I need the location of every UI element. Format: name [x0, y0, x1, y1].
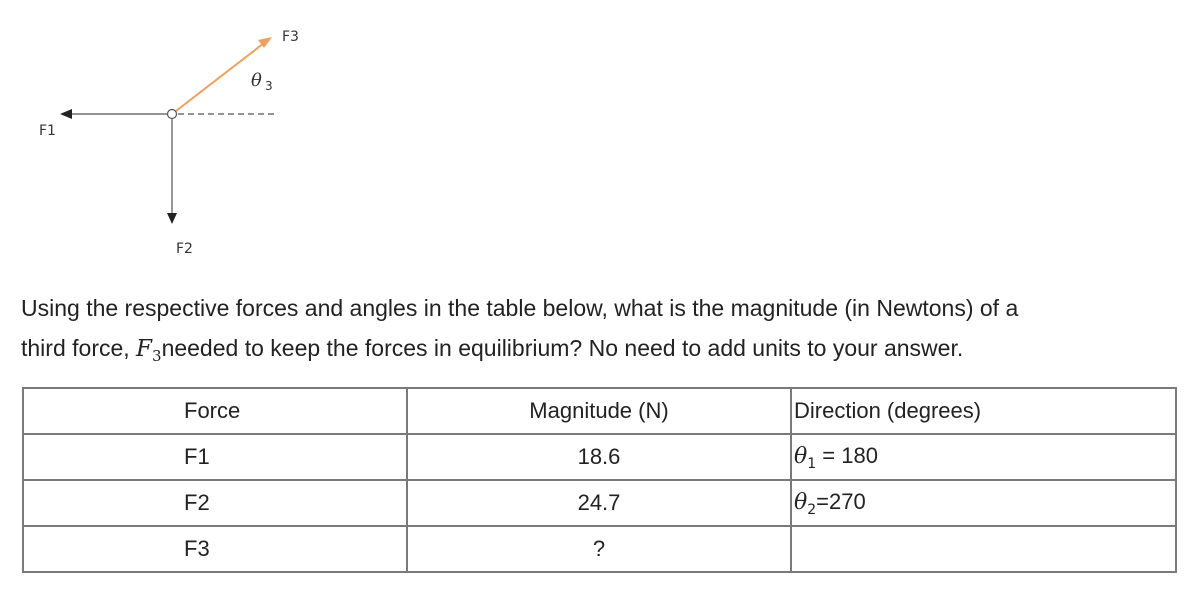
f3-variable-sub: 3	[152, 347, 162, 365]
header-magnitude: Magnitude (N)	[407, 388, 791, 434]
forces-table	[22, 387, 1177, 573]
cell-magnitude: 24.7	[407, 480, 791, 526]
theta-symbol: θ	[794, 489, 808, 515]
cell-direction	[791, 526, 1176, 572]
label-f1: F1	[39, 123, 56, 139]
theta-sub: 1	[807, 455, 817, 472]
header-force: Force	[23, 388, 407, 434]
table-header-row	[23, 388, 1176, 434]
cell-force: F3	[23, 526, 407, 572]
direction-value: =270	[816, 488, 866, 514]
f2-arrowhead	[167, 213, 177, 224]
header-direction: Direction (degrees)	[791, 388, 1176, 434]
direction-value: = 180	[816, 442, 878, 468]
question-line-2-prefix: third force,	[21, 335, 137, 361]
question-line-1: Using the respective forces and angles in the table below, what is the magnitude (in Newtons) of a	[21, 295, 1019, 321]
label-f2: F2	[176, 241, 193, 257]
table-row	[23, 434, 1176, 480]
cell-magnitude: ?	[407, 526, 791, 572]
cell-direction	[791, 434, 1176, 480]
cell-magnitude: 18.6	[407, 434, 791, 480]
cell-force: F1	[23, 434, 407, 480]
cell-direction	[791, 480, 1176, 526]
label-f3: F3	[282, 29, 299, 45]
label-theta3: θ	[251, 70, 262, 91]
table-row	[23, 526, 1176, 572]
theta-sub: 2	[807, 501, 817, 518]
f3-variable: F	[136, 336, 153, 362]
cell-force: F2	[23, 480, 407, 526]
origin-point	[168, 110, 177, 119]
table-row	[23, 480, 1176, 526]
force-diagram	[0, 0, 320, 280]
question-line-2-suffix: needed to keep the forces in equilibrium? No need to add units to your answer.	[161, 335, 964, 361]
question-line-2	[21, 328, 1181, 376]
label-theta3-sub: 3	[265, 79, 273, 93]
question-text	[21, 288, 1181, 376]
f1-arrowhead	[60, 109, 72, 119]
theta-symbol: θ	[794, 443, 808, 469]
